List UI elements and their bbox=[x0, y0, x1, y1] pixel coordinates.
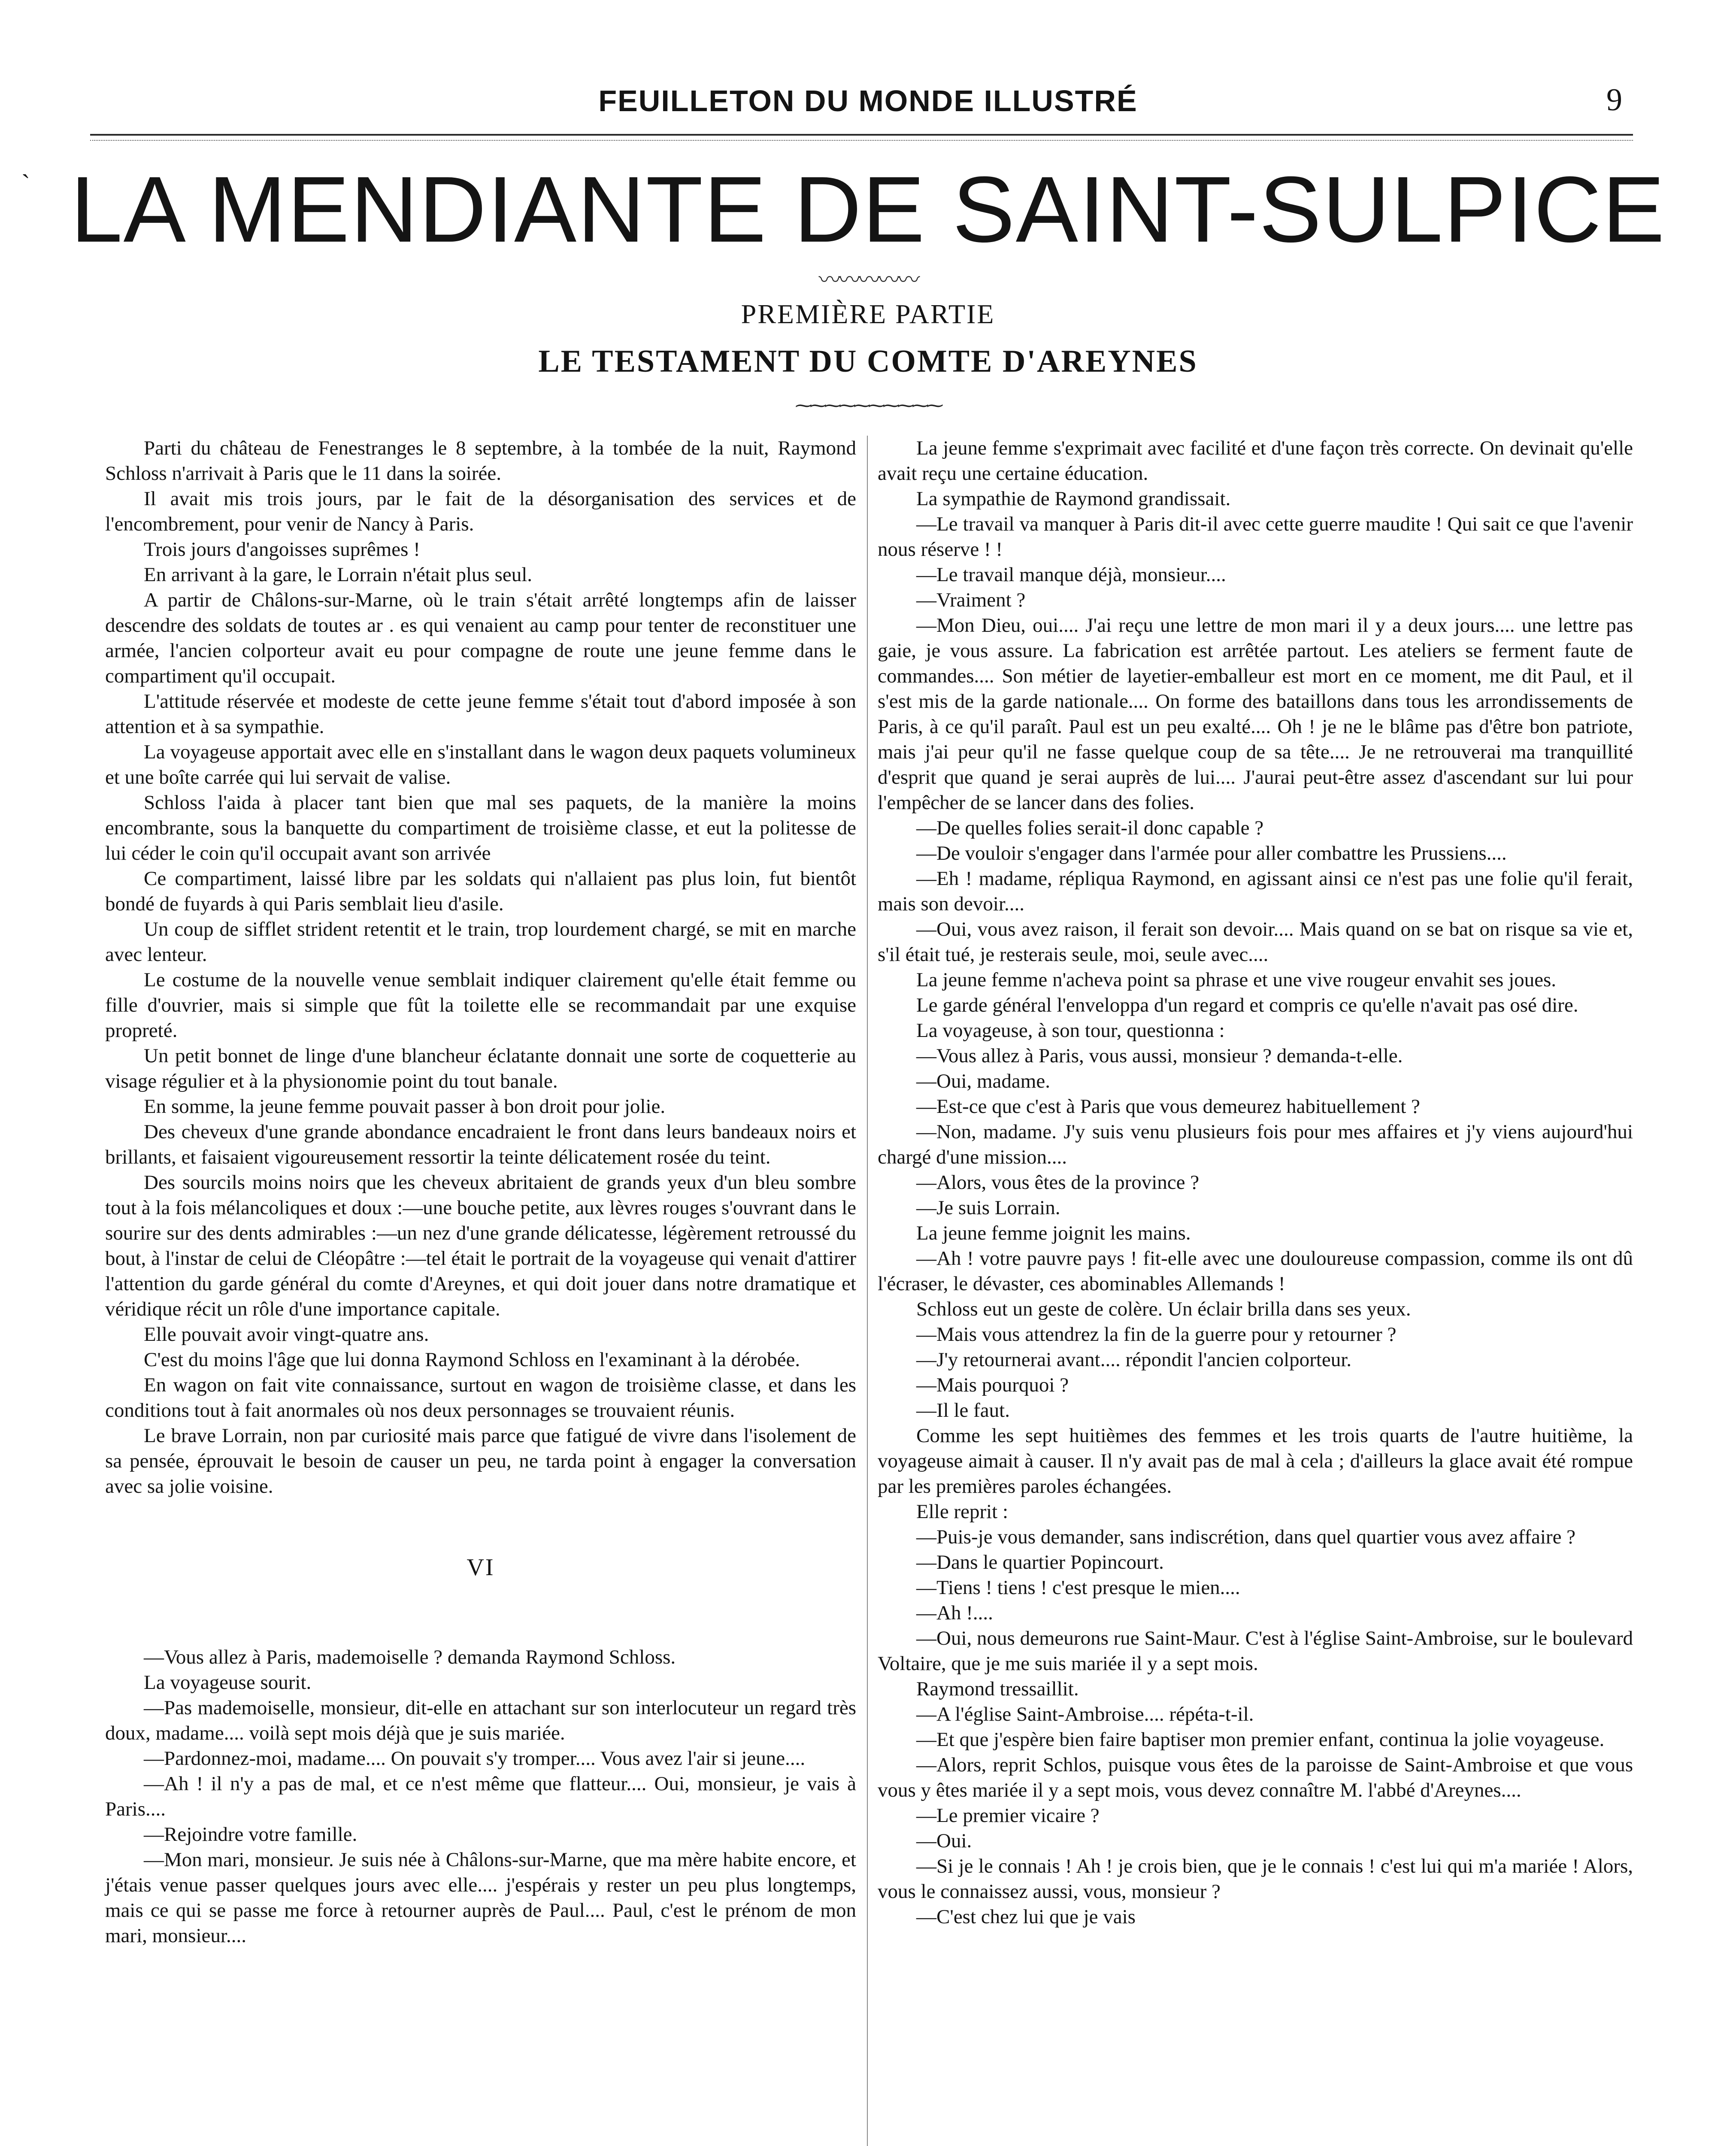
paragraph: En somme, la jeune femme pouvait passer à bon droit pour jolie. bbox=[144, 1095, 666, 1118]
paragraph: La voyageuse apportait avec elle en s'installant dans le wagon deux paquets volumineux et une boîte carrée qui lui servait de valise. bbox=[105, 741, 856, 788]
running-title: FEUILLETON DU MONDE ILLUSTRÉ bbox=[598, 84, 1138, 118]
paragraph: —Mais vous attendrez la fin de la guerre pour y retourner ? bbox=[916, 1323, 1397, 1346]
paragraph: —Mais pourquoi ? bbox=[916, 1374, 1069, 1396]
paragraph: La jeune femme n'acheva point sa phrase et une vive rougeur envahit ses joues. bbox=[916, 969, 1557, 991]
paragraph: —Ah ! il n'y a pas de mal, et ce n'est même que flatteur.... Oui, monsieur, je vais à Paris.... bbox=[105, 1773, 856, 1820]
paragraph: Comme les sept huitièmes des femmes et les trois quarts de l'autre huitième, la voyageuse aimait à causer. Il n'y avait pas de mal à cela ; d'ailleurs la glace avait été rompue par les premières paroles échangées. bbox=[878, 1425, 1633, 1497]
paragraph: —Je suis Lorrain. bbox=[916, 1197, 1060, 1219]
paragraph: L'attitude réservée et modeste de cette jeune femme s'était tout d'abord imposée à son attention et à sa sympathie. bbox=[105, 690, 856, 738]
left-paragraphs-before bbox=[105, 436, 856, 1499]
paragraph: Des sourcils moins noirs que les cheveux abritaient de grands yeux d'un bleu sombre tout à la fois mélancoliques et doux :—une bouche petite, aux lèvres rouges s'ouvrant dans le sourire sur des dents admirables :—un nez d'une grande délicatesse, légèrement retroussé du bout, à l'instar de celui de Cléopâtre :—tel était le portrait de la voyageuse qui venait d'attirer l'attention du garde général du comte d'Areynes, et qui doit jouer dans notre dramatique et véridique récit un rôle d'une importance capitale. bbox=[105, 1171, 856, 1320]
paragraph: Elle reprit : bbox=[916, 1500, 1009, 1523]
paragraph: C'est du moins l'âge que lui donna Raymond Schloss en l'examinant à la dérobée. bbox=[144, 1349, 800, 1371]
part-label: PREMIÈRE PARTIE bbox=[741, 299, 995, 329]
paragraph: Un coup de sifflet strident retentit et le train, trop lourdement chargé, se mit en marche avec lenteur. bbox=[105, 918, 856, 966]
left-paragraphs-after bbox=[105, 1645, 856, 1949]
paragraph: —Oui. bbox=[916, 1830, 972, 1852]
paragraph: —Vous allez à Paris, mademoiselle ? demanda Raymond Schloss. bbox=[144, 1646, 676, 1668]
paragraph: —Pardonnez-moi, madame.... On pouvait s'y tromper.... Vous avez l'air si jeune.... bbox=[144, 1747, 806, 1770]
paragraph: —Vous allez à Paris, vous aussi, monsieur ? demanda-t-elle. bbox=[916, 1045, 1403, 1067]
paragraph: —Vraiment ? bbox=[916, 589, 1026, 611]
print-mark: ˋ bbox=[21, 170, 30, 198]
paragraph: —Est-ce que c'est à Paris que vous demeurez habituellement ? bbox=[916, 1095, 1420, 1118]
paragraph: La jeune femme joignit les mains. bbox=[916, 1222, 1191, 1244]
paragraph: —Ah !.... bbox=[916, 1602, 993, 1624]
paragraph: —Mon mari, monsieur. Je suis née à Châlons-sur-Marne, que ma mère habite encore, et j'étais venue passer quelques jours avec elle.... j'espérais y rester un peu plus longtemps, mais ce qui se passe me force à retourner auprès de Paul.... Paul, c'est le prénom de mon mari, monsieur.... bbox=[105, 1849, 856, 1947]
paragraph: —Tiens ! tiens ! c'est presque le mien.... bbox=[916, 1576, 1240, 1599]
paragraph: —Oui, vous avez raison, il ferait son devoir.... Mais quand on se bat on risque sa vie et, s'il était tué, je resterais seule, moi, seule avec.... bbox=[878, 918, 1633, 966]
paragraph: Raymond tressaillit. bbox=[916, 1678, 1079, 1700]
paragraph: —Le travail va manquer à Paris dit-il avec cette guerre maudite ! Qui sait ce que l'avenir nous réserve ! ! bbox=[878, 513, 1633, 561]
page-number: 9 bbox=[1606, 82, 1622, 118]
paragraph: —J'y retournerai avant.... répondit l'ancien colporteur. bbox=[916, 1349, 1352, 1371]
paragraph: Le garde général l'enveloppa d'un regard et compris ce qu'elle n'avait pas osé dire. bbox=[916, 994, 1578, 1016]
paragraph: —De vouloir s'engager dans l'armée pour aller combattre les Prussiens.... bbox=[916, 842, 1507, 864]
paragraph: —Oui, madame. bbox=[916, 1070, 1050, 1092]
paragraph: —De quelles folies serait-il donc capable ? bbox=[916, 817, 1264, 839]
paragraph: La sympathie de Raymond grandissait. bbox=[916, 488, 1231, 510]
paragraph: —Mon Dieu, oui.... J'ai reçu une lettre de mon mari il y a deux jours.... une lettre pas gaie, je vous assure. La fabrication est arrêtée partout. Les ateliers se ferment faute de commandes.... Son métier de layetier-emballeur est mort en ce moment, me dit Paul, et il s'est mis de la garde nationale.... On forme des bataillons dans tous les arrondissements de Paris, à ce qu'il paraît. Paul est un peu exalté.... Oh ! je ne le blâme pas d'être bon patriote, mais j'ai peur qu'il ne fasse quelque coup de sa tête.... Je ne retrouverai ma tranquillité d'esprit que quand je serai auprès de lui.... J'aurai peut-être assez d'ascendant sur lui pour l'empêcher de se lancer dans des folies. bbox=[878, 614, 1633, 814]
paragraph: Schloss l'aida à placer tant bien que mal ses paquets, de la manière la moins encombrante, sous la banquette du compartiment de troisième classe, et eut la politesse de lui céder le coin qu'il occupait avant son arrivée bbox=[105, 791, 856, 864]
paragraph: Le costume de la nouvelle venue semblait indiquer clairement qu'elle était femme ou fille d'ouvrier, mais si simple que fût la toilette elle se recommandait par une exquise propreté. bbox=[105, 969, 856, 1042]
paragraph: A partir de Châlons-sur-Marne, où le train s'était arrêté longtemps afin de laisser descendre des soldats de toutes ar . es qui venaient au camp pour tenter de reconstituer une armée, l'ancien colporteur avait eu pour compagne de route une jeune femme dans le compartiment qu'il occupait. bbox=[105, 589, 856, 687]
paragraph: La voyageuse sourit. bbox=[144, 1671, 312, 1694]
section-title: LE TESTAMENT DU COMTE D'AREYNES bbox=[538, 344, 1198, 379]
paragraph: —Alors, reprit Schlos, puisque vous êtes de la paroisse de Saint-Ambroise et que vous vous y êtes mariée il y a sept mois, vous devez connaître M. l'abbé d'Areynes.... bbox=[878, 1754, 1633, 1801]
paragraph: —Le premier vicaire ? bbox=[916, 1804, 1100, 1827]
paragraph: Des cheveux d'une grande abondance encadraient le front dans leurs bandeaux noirs et brillants, et faisaient vigoureusement ressortir la teinte délicatement rosée du teint. bbox=[105, 1121, 856, 1168]
title-ornament: 〰〰〰〰〰 bbox=[818, 268, 918, 293]
paragraph: —Il le faut. bbox=[916, 1399, 1010, 1422]
paragraph: Trois jours d'angoisses suprêmes ! bbox=[144, 538, 420, 561]
right-column bbox=[878, 436, 1633, 1930]
paragraph: —Eh ! madame, répliqua Raymond, en agissant ainsi ce n'est pas une folie qu'il ferait, mais son devoir.... bbox=[878, 867, 1633, 915]
paragraph: —Pas mademoiselle, monsieur, dit-elle en attachant sur son interlocuteur un regard très doux, madame.... voilà sept mois déjà que je suis mariée. bbox=[105, 1697, 856, 1744]
section-ornament: ⁓⁓⁓⁓⁓⁓⁓⁓⁓⁓ bbox=[795, 396, 941, 415]
paragraph: En arrivant à la gare, le Lorrain n'était plus seul. bbox=[144, 564, 533, 586]
left-column bbox=[105, 436, 856, 1949]
paragraph: —Dans le quartier Popincourt. bbox=[916, 1551, 1164, 1573]
paragraph: La voyageuse, à son tour, questionna : bbox=[916, 1019, 1225, 1042]
paragraph: Parti du château de Fenestranges le 8 septembre, à la tombée de la nuit, Raymond Schloss n'arrivait à Paris que le 11 dans la soirée. bbox=[105, 437, 856, 485]
paragraph: Ce compartiment, laissé libre par les soldats qui n'allaient pas plus loin, fut bientôt bondé de fuyards à qui Paris semblait lieu d'asile. bbox=[105, 867, 856, 915]
paragraph: Il avait mis trois jours, par le fait de la désorganisation des services et de l'encombrement, pour venir de Nancy à Paris. bbox=[105, 488, 856, 535]
paragraph: Le brave Lorrain, non par curiosité mais parce que fatigué de vivre dans l'isolement de sa pensée, éprouvait le besoin de causer un peu, ne tarda point à engager la conversation avec sa jolie voisine. bbox=[105, 1425, 856, 1497]
paragraph: —Rejoindre votre famille. bbox=[144, 1823, 358, 1846]
paragraph: —Le travail manque déjà, monsieur.... bbox=[916, 564, 1226, 586]
paragraph: —Alors, vous êtes de la province ? bbox=[916, 1171, 1200, 1194]
paragraph: —Et que j'espère bien faire baptiser mon premier enfant, continua la jolie voyageuse. bbox=[916, 1728, 1605, 1751]
paragraph: Schloss eut un geste de colère. Un éclair brilla dans ses yeux. bbox=[916, 1298, 1411, 1320]
paragraph: —C'est chez lui que je vais bbox=[916, 1906, 1136, 1928]
paragraph: La jeune femme s'exprimait avec facilité et d'une façon très correcte. On devinait qu'elle avait reçu une certaine éducation. bbox=[878, 437, 1633, 485]
paragraph: —Si je le connais ! Ah ! je crois bien, que je le connais ! c'est lui qui m'a mariée ! Alors, vous le connaissez aussi, vous, monsieur ? bbox=[878, 1855, 1633, 1903]
paragraph: —Puis-je vous demander, sans indiscrétion, dans quel quartier vous avez affaire ? bbox=[916, 1526, 1576, 1548]
column-divider bbox=[867, 436, 868, 2146]
paragraph: —Non, madame. J'y suis venu plusieurs fois pour mes affaires et j'y viens aujourd'hui chargé d'une mission.... bbox=[878, 1121, 1633, 1168]
paragraph: —Ah ! votre pauvre pays ! fit-elle avec une douloureuse compassion, comme ils ont dû l'écraser, le dévaster, ces abominables Allemands ! bbox=[878, 1247, 1633, 1295]
chapter-number: VI bbox=[467, 1554, 495, 1581]
paragraph: —Oui, nous demeurons rue Saint-Maur. C'est à l'église Saint-Ambroise, sur le boulevard Voltaire, que je me suis mariée il y a sept mois. bbox=[878, 1627, 1633, 1675]
serial-title: LA MENDIANTE DE SAINT-SULPICE bbox=[70, 158, 1666, 262]
paragraph: Elle pouvait avoir vingt-quatre ans. bbox=[144, 1323, 429, 1346]
header-rule bbox=[90, 134, 1633, 141]
paragraph: En wagon on fait vite connaissance, surtout en wagon de troisième classe, et dans les conditions tout à fait anormales où nos deux personnages se trouvaient réunis. bbox=[105, 1374, 856, 1422]
paragraph: Un petit bonnet de linge d'une blancheur éclatante donnait une sorte de coquetterie au visage régulier et à la physionomie point du tout banale. bbox=[105, 1045, 856, 1092]
paragraph: —A l'église Saint-Ambroise.... répéta-t-il. bbox=[916, 1703, 1254, 1725]
